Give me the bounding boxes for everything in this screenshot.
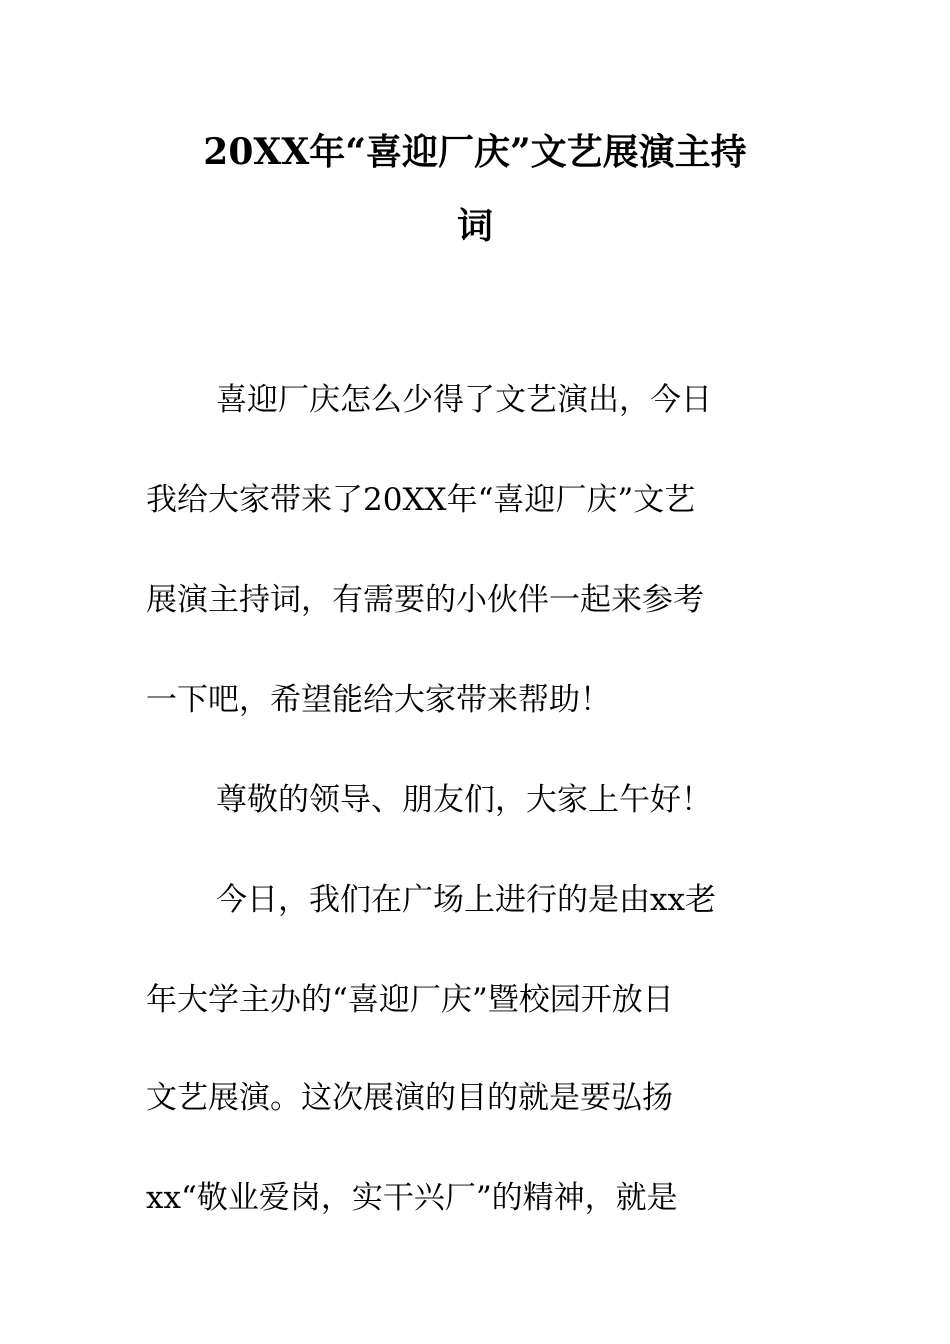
paragraph-line: 年大学主办的“喜迎厂庆”暨校园开放日 [146, 982, 674, 1018]
paragraph-line: 文艺展演。这次展演的目的就是要弘扬 [146, 1080, 673, 1116]
paragraph-line: 展演主持词，有需要的小伙伴一起来参考 [146, 582, 704, 618]
paragraph-line: 今日，我们在广场上进行的是由xx老 [216, 882, 716, 918]
document-title-line-2: 词 [456, 205, 493, 247]
paragraph-line: 喜迎厂庆怎么少得了文艺演出，今日 [216, 382, 712, 418]
paragraph-line: 我给大家带来了20XX年“喜迎厂庆”文艺 [146, 482, 696, 518]
paragraph-line: 一下吧，希望能给大家带来帮助！ [146, 682, 611, 718]
paragraph-line: xx“敬业爱岗，实干兴厂”的精神，就是 [146, 1180, 678, 1216]
document-title-line-1: 20XX年“喜迎厂庆”文艺展演主持 [203, 131, 747, 173]
paragraph-line: 尊敬的领导、朋友们，大家上午好！ [216, 782, 712, 818]
